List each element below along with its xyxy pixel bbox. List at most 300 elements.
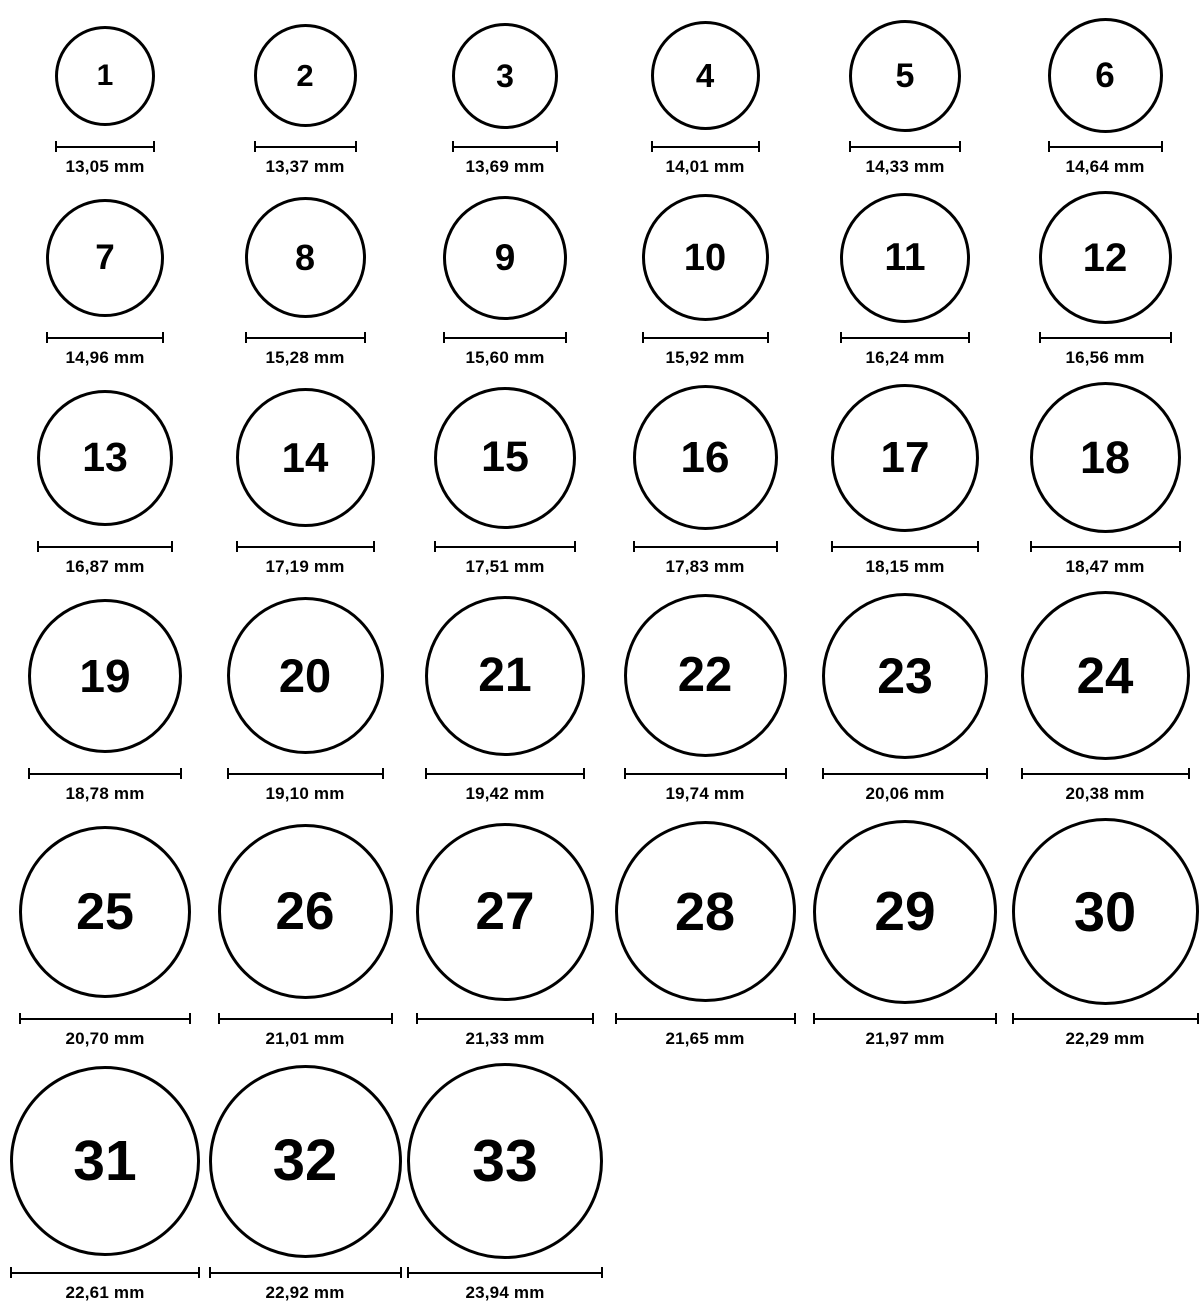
- diameter-label: 21,01 mm: [265, 1029, 345, 1048]
- diameter-dimension-line: [1012, 1012, 1199, 1024]
- ring-size-number: 26: [275, 882, 335, 941]
- ring-size-cell: [210, 382, 400, 577]
- dimension-cap-right-icon: [785, 768, 787, 779]
- ring-size-cell: [410, 18, 600, 177]
- ring-size-number: 9: [494, 237, 516, 278]
- diameter-label: 19,74 mm: [665, 784, 745, 803]
- ring-size-circle: [443, 196, 567, 320]
- diameter-dimension-line: [651, 140, 760, 152]
- dimension-cap-left-icon: [651, 141, 653, 152]
- ring-size-circle: [1048, 18, 1163, 133]
- diameter-label: 21,65 mm: [665, 1029, 745, 1048]
- circle-container: [227, 591, 384, 760]
- dimension-cap-right-icon: [776, 541, 778, 552]
- dimension-cap-left-icon: [434, 541, 436, 552]
- dimension-cap-right-icon: [1179, 541, 1181, 552]
- diameter-label: 20,70 mm: [65, 1029, 145, 1048]
- dimension-cap-right-icon: [180, 768, 182, 779]
- ring-size-cell: [410, 591, 600, 804]
- dimension-bar-icon: [1048, 141, 1163, 152]
- size-row: [0, 382, 1200, 577]
- ring-size-circle: [28, 599, 182, 753]
- circle-container: [813, 818, 997, 1005]
- dimension-cap-right-icon: [767, 332, 769, 343]
- ring-size-number: 11: [884, 236, 926, 279]
- ring-size-cell: [210, 18, 400, 177]
- circle-container: [1039, 191, 1172, 324]
- circle-container: [840, 191, 970, 324]
- dimension-cap-left-icon: [236, 541, 238, 552]
- diameter-label: 15,60 mm: [465, 348, 545, 367]
- diameter-dimension-line: [443, 331, 567, 343]
- dimension-cap-left-icon: [831, 541, 833, 552]
- ring-size-number: 2: [296, 58, 314, 93]
- ring-size-cell: [810, 382, 1000, 577]
- dimension-bar-icon: [849, 141, 961, 152]
- ring-size-cell: [1010, 18, 1200, 177]
- dimension-cap-left-icon: [407, 1267, 409, 1278]
- dimension-bar-icon: [227, 768, 384, 779]
- dimension-cap-left-icon: [1012, 1013, 1014, 1024]
- diameter-label: 22,29 mm: [1065, 1029, 1145, 1048]
- diameter-label: 16,24 mm: [865, 348, 945, 367]
- ring-size-circle: [407, 1063, 603, 1259]
- ring-size-cell: [210, 818, 400, 1049]
- ring-size-cell: [10, 191, 200, 368]
- ring-size-cell: [1010, 382, 1200, 577]
- diameter-dimension-line: [209, 1266, 402, 1278]
- dimension-cap-right-icon: [153, 141, 155, 152]
- diameter-label: 13,05 mm: [65, 157, 145, 176]
- ring-size-number: 24: [1076, 647, 1134, 704]
- dimension-cap-left-icon: [615, 1013, 617, 1024]
- dimension-bar-icon: [813, 1013, 997, 1024]
- ring-size-circle: [218, 824, 393, 999]
- diameter-label: 22,61 mm: [65, 1283, 145, 1302]
- diameter-dimension-line: [425, 767, 585, 779]
- diameter-dimension-line: [1048, 140, 1163, 152]
- diameter-label: 17,19 mm: [265, 557, 345, 576]
- circle-container: [55, 18, 155, 133]
- circle-container: [425, 591, 585, 760]
- diameter-dimension-line: [19, 1012, 191, 1024]
- ring-size-number: 31: [73, 1128, 137, 1193]
- dimension-cap-left-icon: [813, 1013, 815, 1024]
- ring-size-cell: [10, 818, 200, 1049]
- dimension-cap-right-icon: [592, 1013, 594, 1024]
- ring-size-number: 21: [478, 648, 532, 702]
- dimension-bar-icon: [236, 541, 375, 552]
- dimension-cap-left-icon: [416, 1013, 418, 1024]
- ring-size-circle: [651, 21, 760, 130]
- diameter-dimension-line: [245, 331, 366, 343]
- circle-container: [633, 382, 778, 533]
- dimension-cap-right-icon: [1170, 332, 1172, 343]
- dimension-cap-left-icon: [1039, 332, 1041, 343]
- circle-container: [1012, 818, 1199, 1005]
- circle-container: [831, 382, 979, 533]
- diameter-dimension-line: [407, 1266, 603, 1278]
- diameter-label: 17,83 mm: [665, 557, 745, 576]
- diameter-dimension-line: [840, 331, 970, 343]
- diameter-dimension-line: [10, 1266, 200, 1278]
- diameter-label: 13,69 mm: [465, 157, 545, 176]
- ring-size-number: 32: [272, 1128, 338, 1193]
- dimension-bar-icon: [822, 768, 988, 779]
- diameter-label: 13,37 mm: [265, 157, 345, 176]
- circle-container: [10, 1063, 200, 1259]
- diameter-label: 15,28 mm: [265, 348, 345, 367]
- ring-size-circle: [425, 596, 585, 756]
- dimension-cap-left-icon: [227, 768, 229, 779]
- dimension-cap-left-icon: [425, 768, 427, 779]
- dimension-cap-left-icon: [55, 141, 57, 152]
- size-row: [0, 191, 1200, 368]
- circle-container: [28, 591, 182, 760]
- ring-size-circle: [813, 820, 997, 1004]
- ring-size-cell: [810, 818, 1000, 1049]
- ring-size-circle: [46, 199, 164, 317]
- dimension-bar-icon: [452, 141, 558, 152]
- ring-size-circle: [1030, 382, 1181, 533]
- ring-size-cell: [410, 818, 600, 1049]
- diameter-label: 21,33 mm: [465, 1029, 545, 1048]
- diameter-dimension-line: [236, 540, 375, 552]
- dimension-cap-right-icon: [1188, 768, 1190, 779]
- dimension-bar-icon: [615, 1013, 796, 1024]
- dimension-bar-icon: [218, 1013, 393, 1024]
- circle-container: [209, 1063, 402, 1259]
- ring-size-number: 23: [877, 647, 933, 704]
- circle-container: [624, 591, 787, 760]
- ring-size-cell: [610, 591, 800, 804]
- ring-size-cell: [1010, 191, 1200, 368]
- ring-size-circle: [633, 385, 778, 530]
- dimension-bar-icon: [209, 1267, 402, 1278]
- dimension-cap-left-icon: [452, 141, 454, 152]
- ring-size-cell: [210, 191, 400, 368]
- diameter-label: 17,51 mm: [465, 557, 545, 576]
- dimension-cap-right-icon: [565, 332, 567, 343]
- dimension-cap-left-icon: [1048, 141, 1050, 152]
- dimension-bar-icon: [46, 332, 164, 343]
- diameter-label: 18,78 mm: [65, 784, 145, 803]
- dimension-cap-right-icon: [968, 332, 970, 343]
- dimension-bar-icon: [1039, 332, 1172, 343]
- ring-size-number: 28: [674, 881, 736, 942]
- dimension-cap-left-icon: [37, 541, 39, 552]
- ring-size-number: 12: [1082, 235, 1128, 280]
- ring-size-circle: [416, 823, 594, 1001]
- dimension-cap-right-icon: [995, 1013, 997, 1024]
- ring-size-circle: [10, 1066, 200, 1256]
- ring-size-cell: [10, 1063, 200, 1303]
- dimension-bar-icon: [831, 541, 979, 552]
- dimension-bar-icon: [1030, 541, 1181, 552]
- diameter-dimension-line: [1030, 540, 1181, 552]
- ring-size-circle: [209, 1065, 402, 1258]
- dimension-cap-right-icon: [373, 541, 375, 552]
- dimension-bar-icon: [651, 141, 760, 152]
- circle-container: [822, 591, 988, 760]
- diameter-dimension-line: [46, 331, 164, 343]
- dimension-cap-right-icon: [959, 141, 961, 152]
- dimension-cap-left-icon: [443, 332, 445, 343]
- dimension-cap-right-icon: [391, 1013, 393, 1024]
- dimension-cap-left-icon: [28, 768, 30, 779]
- circle-container: [218, 818, 393, 1005]
- diameter-label: 16,56 mm: [1065, 348, 1145, 367]
- dimension-bar-icon: [425, 768, 585, 779]
- dimension-cap-right-icon: [574, 541, 576, 552]
- diameter-dimension-line: [822, 767, 988, 779]
- dimension-bar-icon: [55, 141, 155, 152]
- ring-size-cell: [410, 191, 600, 368]
- ring-size-circle: [840, 193, 970, 323]
- circle-container: [1048, 18, 1163, 133]
- dimension-cap-right-icon: [977, 541, 979, 552]
- diameter-dimension-line: [434, 540, 576, 552]
- ring-size-number: 1: [96, 58, 114, 92]
- dimension-bar-icon: [1012, 1013, 1199, 1024]
- circle-container: [46, 191, 164, 324]
- dimension-bar-icon: [19, 1013, 191, 1024]
- circle-container: [443, 191, 567, 324]
- diameter-label: 20,06 mm: [865, 784, 945, 803]
- dimension-cap-left-icon: [209, 1267, 211, 1278]
- ring-size-circle: [1021, 591, 1190, 760]
- dimension-cap-right-icon: [400, 1267, 402, 1278]
- dimension-cap-left-icon: [822, 768, 824, 779]
- ring-size-cell: [10, 591, 200, 804]
- dimension-cap-right-icon: [189, 1013, 191, 1024]
- ring-size-number: 27: [475, 882, 535, 941]
- ring-size-number: 25: [76, 882, 134, 941]
- diameter-label: 16,87 mm: [65, 557, 145, 576]
- dimension-bar-icon: [254, 141, 357, 152]
- dimension-cap-left-icon: [1021, 768, 1023, 779]
- dimension-bar-icon: [37, 541, 173, 552]
- diameter-dimension-line: [849, 140, 961, 152]
- dimension-cap-right-icon: [1197, 1013, 1199, 1024]
- diameter-label: 19,42 mm: [465, 784, 545, 803]
- dimension-cap-right-icon: [601, 1267, 603, 1278]
- ring-size-cell: [810, 191, 1000, 368]
- ring-size-number: 19: [79, 649, 131, 702]
- ring-size-number: 4: [695, 57, 715, 94]
- circle-container: [1021, 591, 1190, 760]
- ring-size-cell: [610, 382, 800, 577]
- dimension-cap-right-icon: [583, 768, 585, 779]
- dimension-bar-icon: [416, 1013, 594, 1024]
- diameter-label: 14,64 mm: [1065, 157, 1145, 176]
- ring-size-circle: [624, 594, 787, 757]
- ring-size-number: 7: [95, 238, 115, 277]
- ring-size-circle: [254, 24, 357, 127]
- ring-size-circle: [1012, 818, 1199, 1005]
- diameter-label: 23,94 mm: [465, 1283, 545, 1302]
- dimension-bar-icon: [434, 541, 576, 552]
- diameter-dimension-line: [642, 331, 769, 343]
- dimension-cap-left-icon: [46, 332, 48, 343]
- ring-size-cell: [1010, 591, 1200, 804]
- circle-container: [642, 191, 769, 324]
- size-row: [0, 18, 1200, 177]
- circle-container: [19, 818, 191, 1005]
- ring-size-circle: [245, 197, 366, 318]
- ring-size-number: 5: [895, 56, 915, 95]
- ring-size-number: 17: [880, 432, 930, 482]
- dimension-cap-right-icon: [198, 1267, 200, 1278]
- ring-size-number: 20: [278, 649, 332, 702]
- diameter-dimension-line: [615, 1012, 796, 1024]
- dimension-cap-left-icon: [840, 332, 842, 343]
- diameter-dimension-line: [452, 140, 558, 152]
- ring-size-circle: [452, 23, 558, 129]
- dimension-cap-right-icon: [758, 141, 760, 152]
- diameter-dimension-line: [1039, 331, 1172, 343]
- diameter-dimension-line: [218, 1012, 393, 1024]
- dimension-bar-icon: [10, 1267, 200, 1278]
- size-row: [0, 818, 1200, 1049]
- ring-size-cell: [210, 591, 400, 804]
- ring-size-number: 10: [683, 236, 727, 279]
- ring-size-cell: [1010, 818, 1200, 1049]
- dimension-cap-right-icon: [364, 332, 366, 343]
- dimension-bar-icon: [840, 332, 970, 343]
- circle-container: [849, 18, 961, 133]
- ring-size-cell: [10, 382, 200, 577]
- dimension-bar-icon: [1021, 768, 1190, 779]
- ring-size-circle: [19, 826, 191, 998]
- ring-size-circle: [37, 390, 173, 526]
- ring-size-cell: [810, 591, 1000, 804]
- circle-container: [651, 18, 760, 133]
- ring-size-cell: [210, 1063, 400, 1303]
- ring-size-circle: [822, 593, 988, 759]
- diameter-dimension-line: [633, 540, 778, 552]
- ring-size-circle: [434, 387, 576, 529]
- dimension-cap-right-icon: [382, 768, 384, 779]
- diameter-dimension-line: [1021, 767, 1190, 779]
- diameter-label: 14,01 mm: [665, 157, 745, 176]
- diameter-dimension-line: [831, 540, 979, 552]
- dimension-bar-icon: [642, 332, 769, 343]
- dimension-cap-right-icon: [794, 1013, 796, 1024]
- ring-size-number: 29: [874, 880, 936, 942]
- ring-size-number: 33: [472, 1127, 538, 1194]
- circle-container: [615, 818, 796, 1005]
- ring-size-circle: [831, 384, 979, 532]
- circle-container: [245, 191, 366, 324]
- diameter-dimension-line: [55, 140, 155, 152]
- ring-size-cell: [810, 18, 1000, 177]
- dimension-cap-right-icon: [986, 768, 988, 779]
- ring-size-number: 3: [496, 57, 514, 94]
- dimension-cap-left-icon: [849, 141, 851, 152]
- ring-size-circle: [615, 821, 796, 1002]
- dimension-bar-icon: [245, 332, 366, 343]
- dimension-cap-right-icon: [355, 141, 357, 152]
- ring-size-number: 16: [680, 432, 730, 482]
- dimension-cap-left-icon: [254, 141, 256, 152]
- diameter-dimension-line: [254, 140, 357, 152]
- ring-size-number: 14: [281, 433, 329, 481]
- dimension-bar-icon: [633, 541, 778, 552]
- circle-container: [254, 18, 357, 133]
- circle-container: [407, 1063, 603, 1259]
- ring-size-circle: [642, 194, 769, 321]
- diameter-label: 14,33 mm: [865, 157, 945, 176]
- ring-size-number: 8: [294, 236, 316, 278]
- dimension-bar-icon: [407, 1267, 603, 1278]
- ring-size-cell: [410, 382, 600, 577]
- diameter-dimension-line: [624, 767, 787, 779]
- diameter-label: 21,97 mm: [865, 1029, 945, 1048]
- diameter-dimension-line: [28, 767, 182, 779]
- dimension-bar-icon: [624, 768, 787, 779]
- size-row: [0, 591, 1200, 804]
- ring-size-circle: [849, 20, 961, 132]
- diameter-label: 18,47 mm: [1065, 557, 1145, 576]
- dimension-cap-right-icon: [1161, 141, 1163, 152]
- dimension-cap-right-icon: [162, 332, 164, 343]
- ring-size-circle: [236, 388, 375, 527]
- diameter-label: 15,92 mm: [665, 348, 745, 367]
- ring-size-number: 6: [1095, 56, 1115, 95]
- dimension-cap-right-icon: [171, 541, 173, 552]
- circle-container: [37, 382, 173, 533]
- ring-size-cell: [610, 191, 800, 368]
- dimension-bar-icon: [443, 332, 567, 343]
- circle-container: [416, 818, 594, 1005]
- diameter-label: 18,15 mm: [865, 557, 945, 576]
- diameter-label: 19,10 mm: [265, 784, 345, 803]
- ring-size-cell: [10, 18, 200, 177]
- ring-size-number: 30: [1073, 879, 1137, 943]
- ring-size-number: 22: [677, 648, 733, 702]
- dimension-cap-left-icon: [10, 1267, 12, 1278]
- dimension-cap-right-icon: [556, 141, 558, 152]
- diameter-dimension-line: [37, 540, 173, 552]
- dimension-cap-left-icon: [633, 541, 635, 552]
- dimension-cap-left-icon: [624, 768, 626, 779]
- dimension-cap-left-icon: [19, 1013, 21, 1024]
- ring-size-cell: [610, 18, 800, 177]
- ring-size-number: 15: [481, 433, 529, 481]
- dimension-bar-icon: [28, 768, 182, 779]
- circle-container: [434, 382, 576, 533]
- diameter-dimension-line: [416, 1012, 594, 1024]
- ring-size-cell: [610, 818, 800, 1049]
- size-row: [0, 1063, 1200, 1303]
- dimension-cap-left-icon: [642, 332, 644, 343]
- ring-size-circle: [1039, 191, 1172, 324]
- ring-size-circle: [55, 26, 155, 126]
- diameter-label: 14,96 mm: [65, 348, 145, 367]
- circle-container: [236, 382, 375, 533]
- dimension-cap-left-icon: [218, 1013, 220, 1024]
- ring-size-number: 18: [1079, 432, 1131, 483]
- circle-container: [452, 18, 558, 133]
- dimension-cap-left-icon: [1030, 541, 1032, 552]
- diameter-label: 22,92 mm: [265, 1283, 345, 1302]
- dimension-cap-left-icon: [245, 332, 247, 343]
- diameter-dimension-line: [813, 1012, 997, 1024]
- diameter-label: 20,38 mm: [1065, 784, 1145, 803]
- diameter-dimension-line: [227, 767, 384, 779]
- circle-container: [1030, 382, 1181, 533]
